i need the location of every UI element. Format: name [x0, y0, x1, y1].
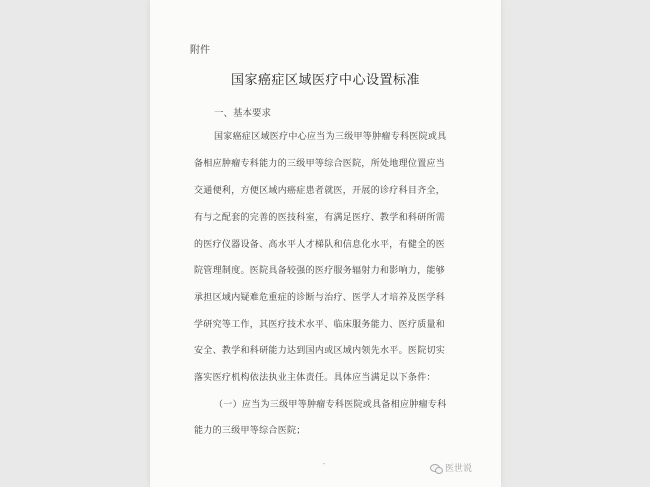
- body-line: 承担区域内疑难危重症的诊断与治疗、医学人才培养及医学科: [194, 293, 446, 303]
- body-line: 安全、教学和科研能力达到国内或区域内领先水平。医院切实: [194, 346, 446, 356]
- body-line: 院管理制度。医院具备较强的医疗服务辐射力和影响力，能够: [194, 266, 446, 276]
- body-line: （一）应当为三级甲等肿瘤专科医院或具备相应肿瘤专科: [214, 400, 447, 410]
- page-mark: -: [323, 460, 326, 468]
- watermark: [430, 461, 472, 474]
- body-line: 交通便利，方便区域内癌症患者就医，开展的诊疗科目齐全，: [194, 186, 446, 196]
- body-line: 备相应肿瘤专科能力的三级甲等综合医院，所处地理位置应当: [194, 159, 446, 169]
- appendix-label: 附件: [190, 45, 210, 56]
- body-line: 学研究等工作，其医疗技术水平、临床服务能力、医疗质量和: [194, 320, 446, 330]
- body-line: 能力的三级甲等综合医院；: [194, 426, 306, 436]
- wechat-icon: [430, 463, 442, 473]
- body-line: 有与之配套的完善的医技科室，有满足医疗、教学和科研所需: [194, 213, 446, 223]
- document-page: [150, 0, 501, 487]
- body-line: 的医疗仪器设备、高水平人才梯队和信息化水平，有健全的医: [194, 240, 446, 250]
- section-heading: 一、基本要求: [214, 108, 272, 119]
- document-title: 国家癌症区域医疗中心设置标准: [230, 73, 420, 88]
- body-line: 国家癌症区域医疗中心应当为三级甲等肿瘤专科医院或具: [214, 132, 447, 142]
- body-line: 落实医疗机构依法执业主体责任。具体应当满足以下条件：: [194, 373, 436, 383]
- watermark-text: 医世说: [445, 464, 473, 474]
